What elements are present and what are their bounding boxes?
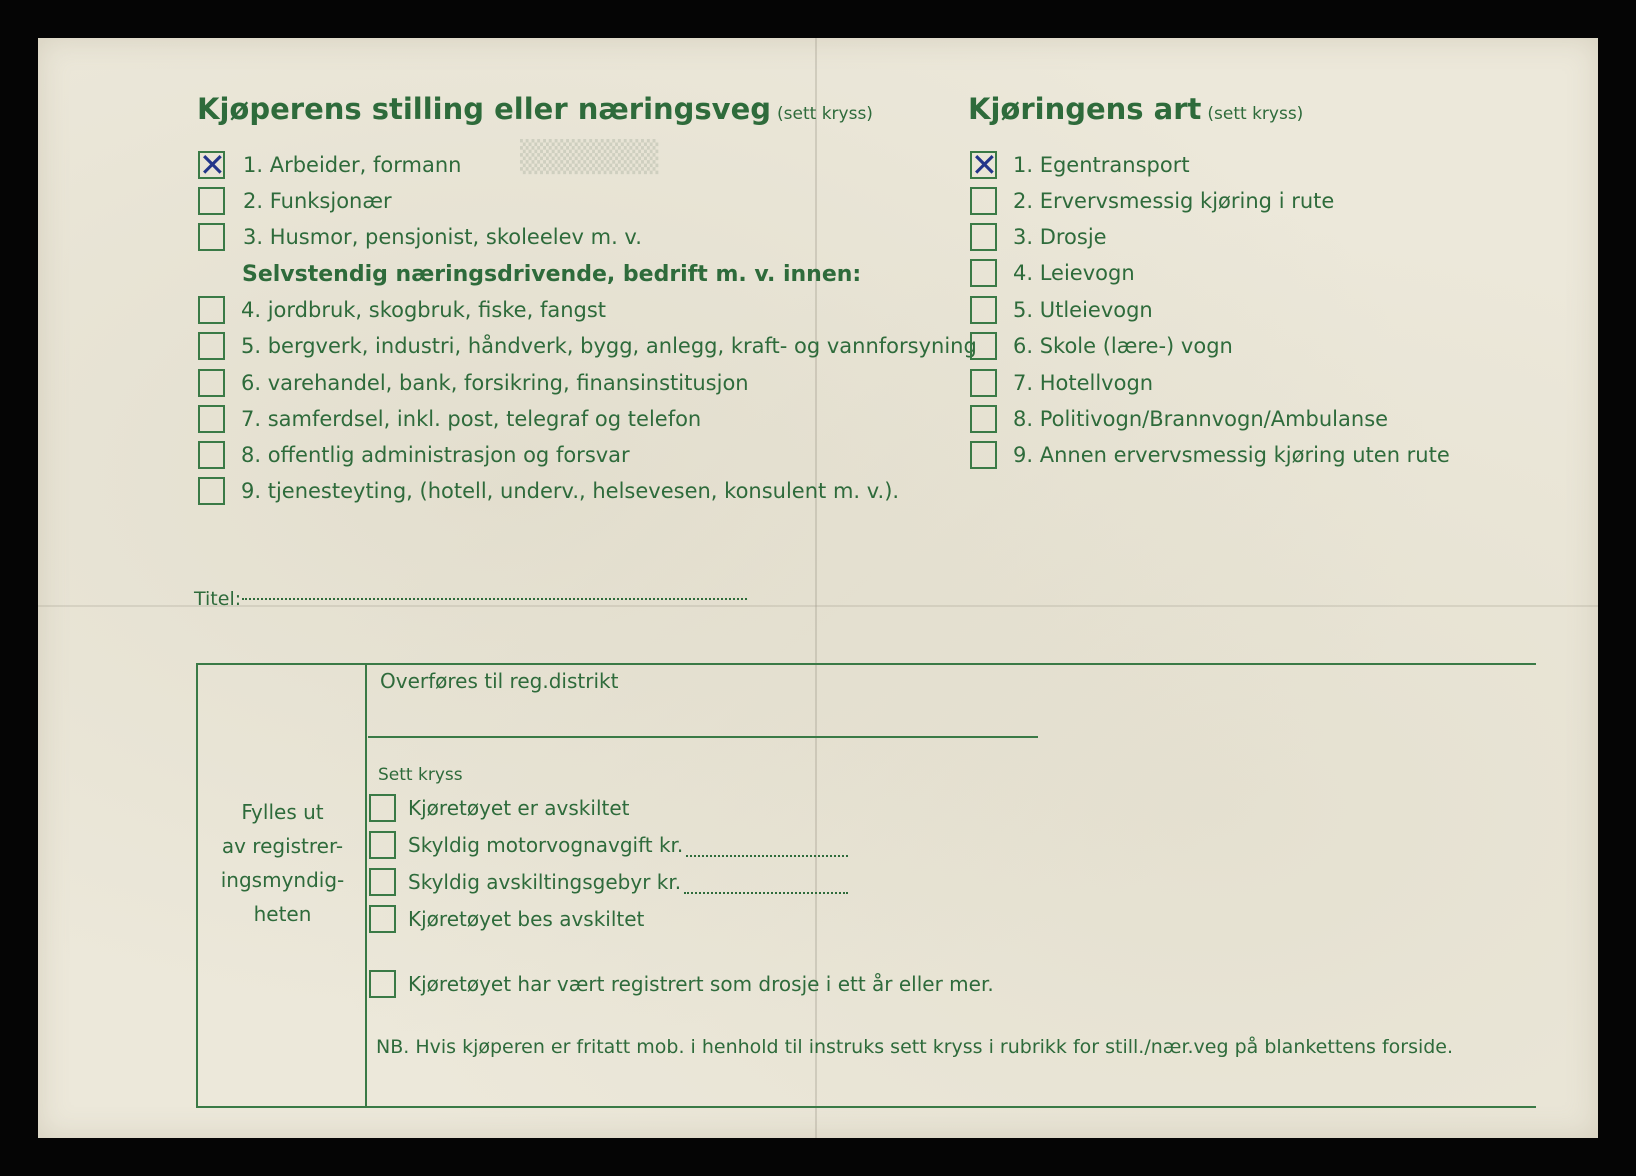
industry-item-9-checkbox[interactable]: [198, 477, 225, 505]
driving-type-item-6-label: 6. Skole (lære-) vogn: [1013, 334, 1233, 358]
box-divider: [365, 663, 367, 1108]
registry-check-4-label: Kjøretøyet bes avskiltet: [408, 907, 645, 931]
heading-note: (sett kryss): [1207, 104, 1304, 124]
driving-type-heading: [968, 92, 1303, 126]
driving-type-item-3-checkbox[interactable]: [970, 223, 997, 251]
driving-type-item-6-checkbox[interactable]: [970, 332, 997, 360]
side-label-line: heten: [253, 902, 312, 926]
driving-type-item-8-label: 8. Politivogn/Brannvogn/Ambulanse: [1013, 407, 1389, 431]
industry-item-4-checkbox[interactable]: [198, 296, 225, 324]
registry-authority-label: [200, 795, 365, 931]
occupation-item-2-label: 2. Funksjonær: [243, 189, 392, 213]
registry-check-2-label: Skyldig motorvognavgift kr.: [408, 833, 684, 857]
registry-check-1-label: Kjøretøyet er avskiltet: [408, 796, 630, 820]
driving-type-item-5-checkbox[interactable]: [970, 296, 997, 324]
side-label-line: av registrer-: [221, 834, 344, 858]
side-label-line: ingsmyndig-: [220, 868, 345, 892]
industry-item-8-checkbox[interactable]: [198, 441, 225, 469]
driving-type-item-8-checkbox[interactable]: [970, 405, 997, 433]
amount-field[interactable]: [684, 892, 848, 894]
driving-type-item-2-checkbox[interactable]: [970, 187, 997, 215]
driving-type-item-9-checkbox[interactable]: [970, 441, 997, 469]
occupation-item-1-label: 1. Arbeider, formann: [243, 153, 462, 177]
check-mark-icon: ✕: [971, 146, 998, 184]
drosje-checkbox[interactable]: [369, 970, 396, 998]
titel-label: Titel:: [194, 588, 242, 610]
driving-type-item-5-label: 5. Utleievogn: [1013, 298, 1153, 322]
transfer-district-field[interactable]: [368, 736, 1038, 738]
sett-kryss-label: Sett kryss: [378, 765, 463, 785]
titel-field[interactable]: [242, 598, 747, 600]
driving-type-item-7-checkbox[interactable]: [970, 369, 997, 397]
driving-type-item-3-label: 3. Drosje: [1013, 225, 1107, 249]
driving-type-item-4-checkbox[interactable]: [970, 259, 997, 287]
driving-type-item-2-label: 2. Ervervsmessig kjøring i rute: [1013, 189, 1335, 213]
occupation-item-3-label: 3. Husmor, pensjonist, skoleelev m. v.: [243, 225, 642, 249]
industry-item-6-label: 6. varehandel, bank, forsikring, finansinstitusjon: [241, 371, 749, 395]
heading-text: Kjøperens stilling eller næringsveg: [197, 92, 772, 126]
industry-item-7-label: 7. samferdsel, inkl. post, telegraf og telefon: [241, 407, 702, 431]
show-through-mark: ▒▒▒▒▒▒: [520, 140, 659, 175]
industry-item-8-label: 8. offentlig administrasjon og forsvar: [241, 443, 630, 467]
heading-text: Kjøringens art: [968, 92, 1202, 126]
box-bottom-border: [196, 1106, 1536, 1108]
self-employed-subheading: Selvstendig næringsdrivende, bedrift m. v. innen:: [242, 262, 862, 287]
industry-item-6-checkbox[interactable]: [198, 369, 225, 397]
industry-item-5-checkbox[interactable]: [198, 332, 225, 360]
drosje-check-label: Kjøretøyet har vært registrert som drosje i ett år eller mer.: [408, 972, 994, 996]
transfer-district-label: Overføres til reg.distrikt: [380, 669, 619, 693]
nb-note: NB. Hvis kjøperen er fritatt mob. i henhold til instruks sett kryss i rubrikk for still./nær.veg på blankettens forside.: [376, 1036, 1454, 1058]
driving-type-item-4-label: 4. Leievogn: [1013, 261, 1135, 285]
registry-check-1-checkbox[interactable]: [369, 794, 396, 822]
registry-check-3-checkbox[interactable]: [369, 868, 396, 896]
amount-field[interactable]: [686, 855, 848, 857]
occupation-item-1-checkbox[interactable]: [198, 146, 226, 184]
check-mark-icon: ✕: [199, 146, 226, 184]
buyer-occupation-heading: [197, 92, 873, 126]
fold-crease-horizontal: [38, 605, 1598, 607]
box-left-border: [196, 663, 198, 1108]
driving-type-item-1-checkbox[interactable]: [970, 146, 998, 184]
industry-item-4-label: 4. jordbruk, skogbruk, fiske, fangst: [241, 298, 607, 322]
driving-type-item-1-label: 1. Egentransport: [1013, 153, 1190, 177]
side-label-line: Fylles ut: [241, 800, 324, 824]
registry-check-2-checkbox[interactable]: [369, 831, 396, 859]
occupation-item-2-checkbox[interactable]: [198, 187, 225, 215]
driving-type-item-9-label: 9. Annen ervervsmessig kjøring uten rute: [1013, 443, 1450, 467]
industry-item-7-checkbox[interactable]: [198, 405, 225, 433]
heading-note: (sett kryss): [777, 104, 873, 124]
occupation-item-3-checkbox[interactable]: [198, 223, 225, 251]
industry-item-5-label: 5. bergverk, industri, håndverk, bygg, anlegg, kraft- og vannforsyning: [241, 334, 977, 358]
registry-check-3-label: Skyldig avskiltingsgebyr kr.: [408, 870, 682, 894]
registry-check-4-checkbox[interactable]: [369, 905, 396, 933]
driving-type-item-7-label: 7. Hotellvogn: [1013, 371, 1154, 395]
box-top-border: [196, 663, 1536, 665]
industry-item-9-label: 9. tjenesteyting, (hotell, underv., helsevesen, konsulent m. v.).: [241, 479, 900, 503]
